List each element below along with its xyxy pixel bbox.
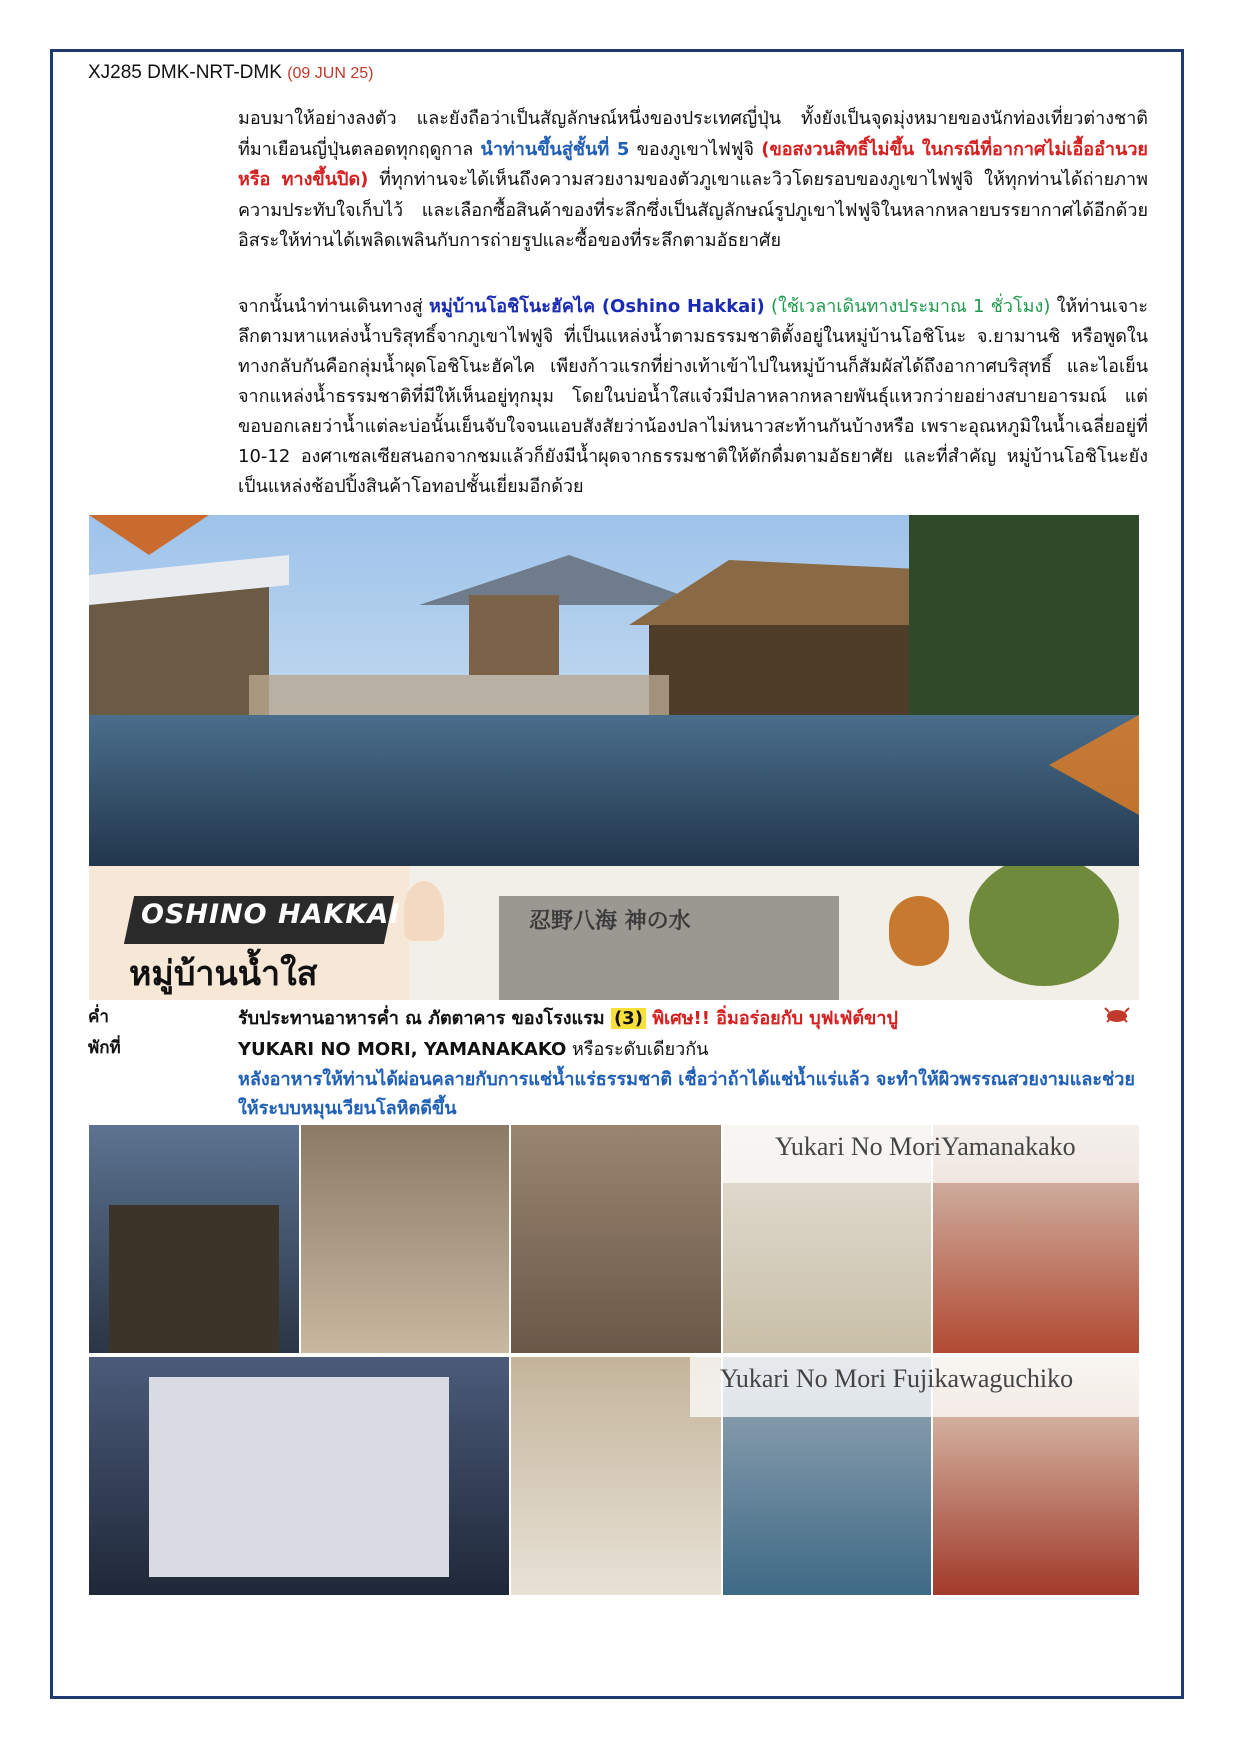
hotel-dining-photo xyxy=(511,1125,721,1353)
fuji-disclaimer: (ขอสงวนสิทธิ์ไม่ขึ้น ในกรณีที่อากาศไม่เอื้ออำนวย หรือ ทางขึ้นปิด) xyxy=(238,138,1148,190)
dinner-text-a: รับประทานอาหารค่ำ ณ ภัตตาคาร ของโรงแรม xyxy=(238,1008,611,1029)
hotel-exterior-photo xyxy=(89,1125,299,1353)
oshino-paragraph xyxy=(238,292,1148,502)
oshino-banner xyxy=(89,866,1139,1000)
crab-icon xyxy=(1102,1002,1132,1026)
hotel-text xyxy=(238,1034,708,1063)
hotel-lobby-photo xyxy=(301,1125,509,1353)
flight-date: (09 JUN 25) xyxy=(287,65,374,82)
caption-yamanakako: Yukari No MoriYamanakako xyxy=(775,1132,1076,1161)
dinner-special: พิเศษ!! อิ่มอร่อยกับ บุฟเฟ่ต์ขาปู xyxy=(645,1008,898,1029)
oshino-travel-time: (ใช้เวลาเดินทางประมาณ 1 ชั่วโมง) xyxy=(764,296,1051,317)
fuji-text-c: ของภูเขาไฟฟูจิ xyxy=(629,138,762,160)
fuji-station5: นำท่านขึ้นสู่ชั้นที่ 5 xyxy=(480,138,630,160)
banner-title-en: OSHINO HAKKAI xyxy=(141,899,401,930)
fuji-text-a: มอบมาให้อย่างลงตัว และยังถือว่าเป็นสัญลักษณ์หนึ่งของประเทศญี่ปุ่น ทั้งยังเป็นจุดมุ่งหมายของนักท่องเที่ยวต่างชาติที่มาเยือนญี่ปุ่นตลอดทุกฤดูกาล xyxy=(238,108,1148,160)
dinner-text xyxy=(238,1003,898,1032)
fuji-paragraph xyxy=(238,104,1148,257)
onsen-note: หลังอาหารให้ท่านได้ผ่อนคลายกับการแช่น้ำแร่ธรรมชาติ เชื่อว่าถ้าได้แช่น้ำแร่แล้ว จะทำให้ผิวพรรณสวยงามและช่วยให้ระบบหมุนเวียนโลหิตดีขึ้น xyxy=(238,1069,1135,1119)
oshino-name: หมู่บ้านโอชิโนะฮัคไค (Oshino Hakkai) xyxy=(429,296,765,317)
oshino-text-d: ให้ท่านเจาะลึกตามหาแหล่งน้ำบริสุทธิ์จากภูเขาไฟฟูจิ ที่เป็นแหล่งน้ำตามธรรมชาติตั้งอยู่ในหมู่บ้านโอชิโนะ จ.ยามานชิ หรือพูดในทางกลับกันคือกลุ่มน้ำผุดโอชิโนะฮัคไค เพียงก้าวแรกที่ย่างเท้าเข้าไปในหมู่บ้านก็สัมผัสได้ถึงอากาศบริสุทธิ์ และไอเย็นจากแหล่งน้ำธรรมชาติที่มีให้เห็นอยู่ทุกมุม โดยในบ่อน้ำใสแจ๋วมีปลาหลากหลายพันธุ์แหวกว่ายอย่างสบายอารมณ์ แต่ขอบอกเลยว่าน้ำแต่ละบ่อนั้นเย็นจับใจจนแอบสังสัยว่าน้องปลาไม่หนาวสะท้านกันบ้างหรือ เพราะอุณหภูมิในน้ำเฉลี่ยอยู่ที่ 10-12 องศาเซลเซียสนอกจากชมแล้วก็ยังมีน้ำผุดจากธรรมชาติให้ตักดื่มตามอัธยาศัย และที่สำคัญ หมู่บ้านโอชิโนะยังเป็นแหล่งช้อปปิ้งสินค้าโอทอปชั้นเยี่ยมอีกด้วย xyxy=(238,296,1148,497)
caption-fujikawaguchiko: Yukari No Mori Fujikawaguchiko xyxy=(720,1364,1074,1393)
oshino-text-a: จากนั้นนำท่านเดินทางสู่ xyxy=(238,296,429,317)
ice-cream xyxy=(404,881,444,941)
flight-code: XJ285 DMK-NRT-DMK xyxy=(88,62,282,83)
oshino-photo xyxy=(89,515,1139,875)
banner-title-th: หมู่บ้านน้ำใส xyxy=(129,954,318,994)
hotel-suffix: หรือระดับเดียวกัน xyxy=(566,1039,709,1060)
fujikawaguchiko-exterior-photo xyxy=(89,1357,509,1595)
meal-number-badge: (3) xyxy=(611,1008,646,1029)
dinner-label: ค่ำ xyxy=(88,1007,109,1027)
hotel-label: พักที่ xyxy=(88,1038,121,1058)
dango xyxy=(889,896,949,966)
stone-inscription: 忍野八海 神の水 xyxy=(529,909,691,934)
hotel-name: YUKARI NO MORI, YAMANAKAKO xyxy=(238,1039,567,1060)
fuji-text-e: ที่ทุกท่านจะได้เห็นถึงความสวยงามของตัวภูเขาและวิวโดยรอบของภูเขาไฟฟูจิ ให้ทุกท่านได้ถ่ายภาพความประทับใจเก็บไว้ และเลือกซื้อสินค้าของที่ระลึกซึ่งเป็นสัญลักษณ์รูปภูเขาไฟฟูจิในหลากหลายบรรยากาศได้อีกด้วย อิสระให้ท่านได้เพลิดเพลินกับการถ่ายรูปและซื้อของที่ระลึกตามอัธยาศัย xyxy=(238,169,1149,251)
page-header xyxy=(88,62,373,84)
matcha-snack xyxy=(969,866,1119,986)
